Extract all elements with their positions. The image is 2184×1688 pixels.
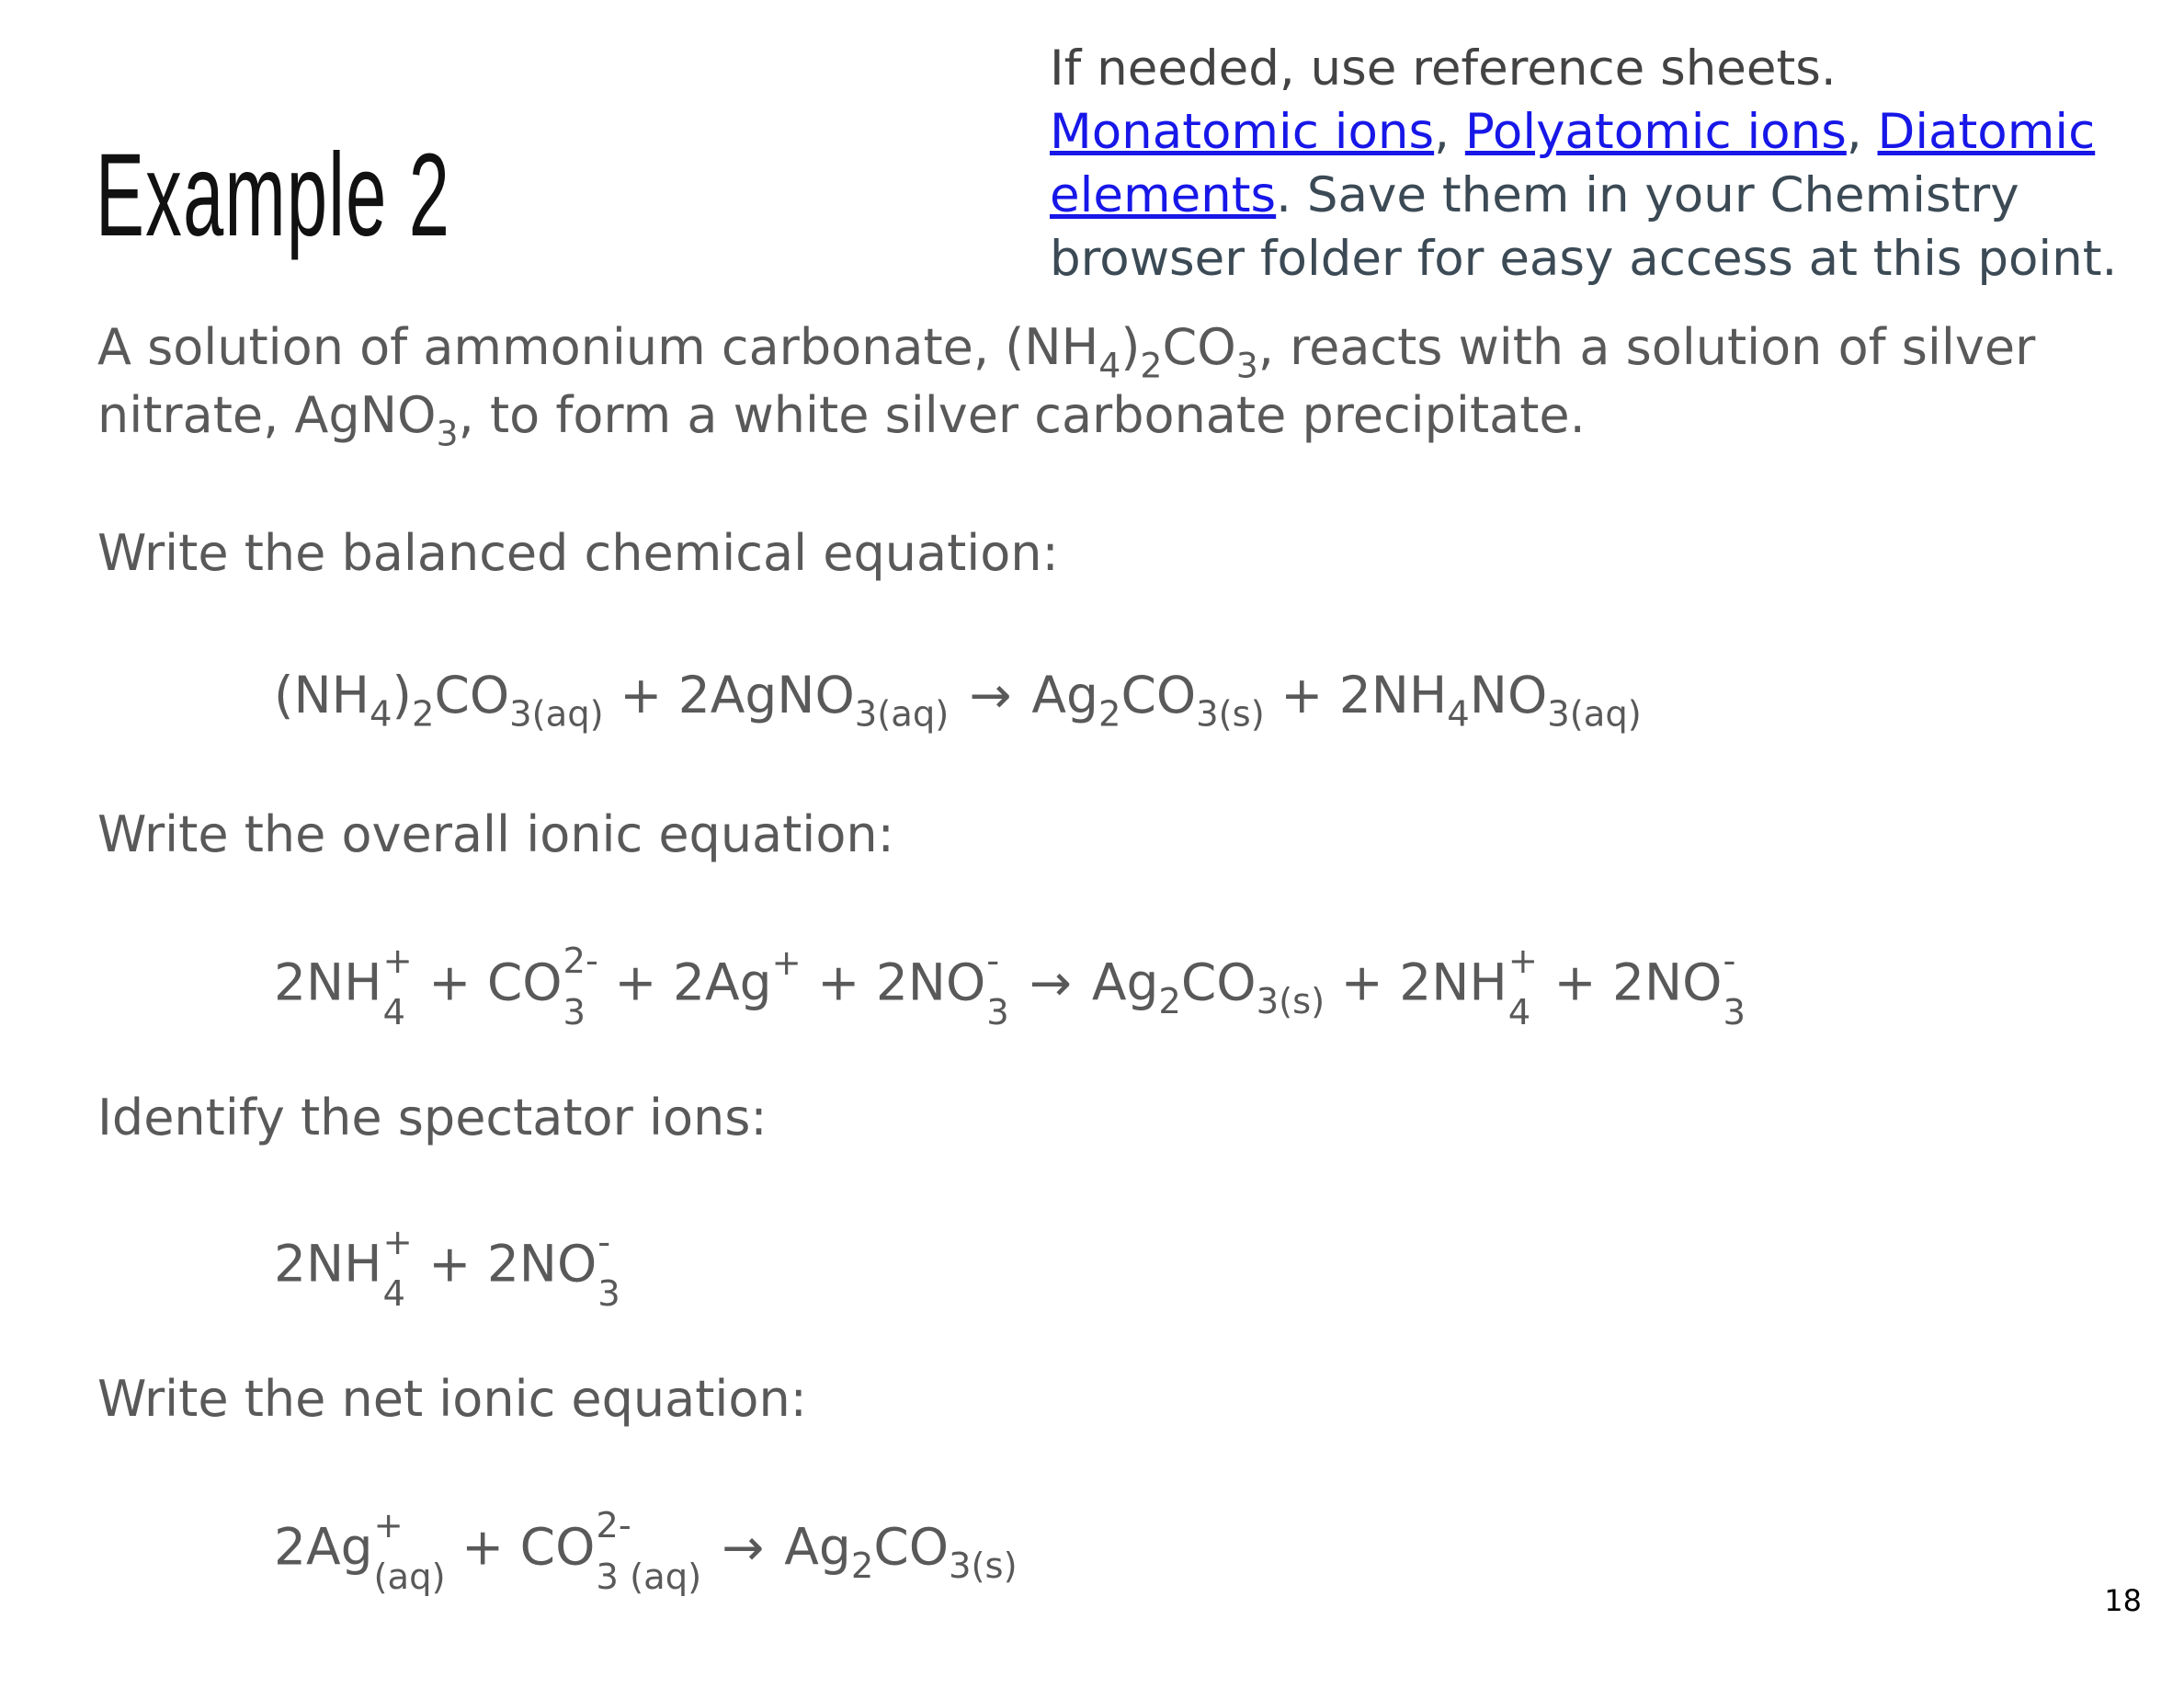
text: , reacts with a solution of silver: [1257, 318, 2036, 376]
net-ionic-equation: 2Ag + (aq) + CO 2- 3 (aq) → $Ag_2CO_{3(s)}$: [274, 1505, 1018, 1599]
arrow-icon: →: [1029, 952, 1072, 1012]
separator: ,: [1846, 104, 1878, 160]
subscript: 4: [1098, 345, 1121, 386]
prompt-overall: Write the overall ionic equation:: [97, 805, 894, 863]
period: .: [1276, 167, 1292, 223]
spectator-ions: 2NH + 4 + 2NO - 3: [274, 1222, 620, 1316]
text: CO: [1162, 318, 1236, 376]
separator: ,: [1434, 104, 1465, 160]
text: , to form a white silver carbonate precipitate.: [458, 386, 1586, 444]
prompt-spectator: Identify the spectator ions:: [97, 1089, 768, 1146]
prompt-balanced: Write the balanced chemical equation:: [97, 524, 1059, 582]
prompt-net: Write the net ionic equation:: [97, 1370, 807, 1428]
subscript: 2: [1140, 345, 1163, 386]
link-diatomic-elements[interactable]: Diatomic elements: [1050, 104, 2096, 223]
arrow-icon: →: [969, 666, 1012, 724]
balanced-equation: $(NH_4)_2CO_{3(aq)}$ + 2AgNO$_{3(aq)}$ → $Ag_2CO_{3(s)} + 2NH_4NO_{3(aq)}$: [274, 666, 1642, 736]
reference-note-line1: If needed, use reference sheets.: [1050, 40, 1837, 97]
overall-ionic-equation: 2NH + 4 + CO 2- 3 + 2Ag+ + 2NO - 3 → $Ag_2CO_{3(s)} + 2NH$ + 4 + 2NO - 3: [274, 941, 1746, 1034]
page-number: 18: [2104, 1583, 2142, 1618]
link-polyatomic-ions[interactable]: Polyatomic ions: [1464, 104, 1847, 160]
reference-note-rest: Save them in your Chemistry browser folder for easy access at this point.: [1050, 167, 2118, 287]
text: A solution of ammonium carbonate, (NH: [97, 318, 1099, 376]
arrow-icon: →: [722, 1517, 765, 1577]
subscript: 3: [436, 413, 459, 454]
intro-line-2: [97, 381, 1586, 454]
subscript: 3: [1235, 345, 1258, 386]
link-monatomic-ions[interactable]: Monatomic ions: [1050, 104, 1435, 160]
text: nitrate, AgNO: [97, 386, 437, 444]
reference-note: [1050, 37, 2171, 291]
slide-title: Example 2: [96, 130, 451, 261]
text: ): [1120, 318, 1141, 376]
intro-line-1: [97, 313, 2036, 386]
